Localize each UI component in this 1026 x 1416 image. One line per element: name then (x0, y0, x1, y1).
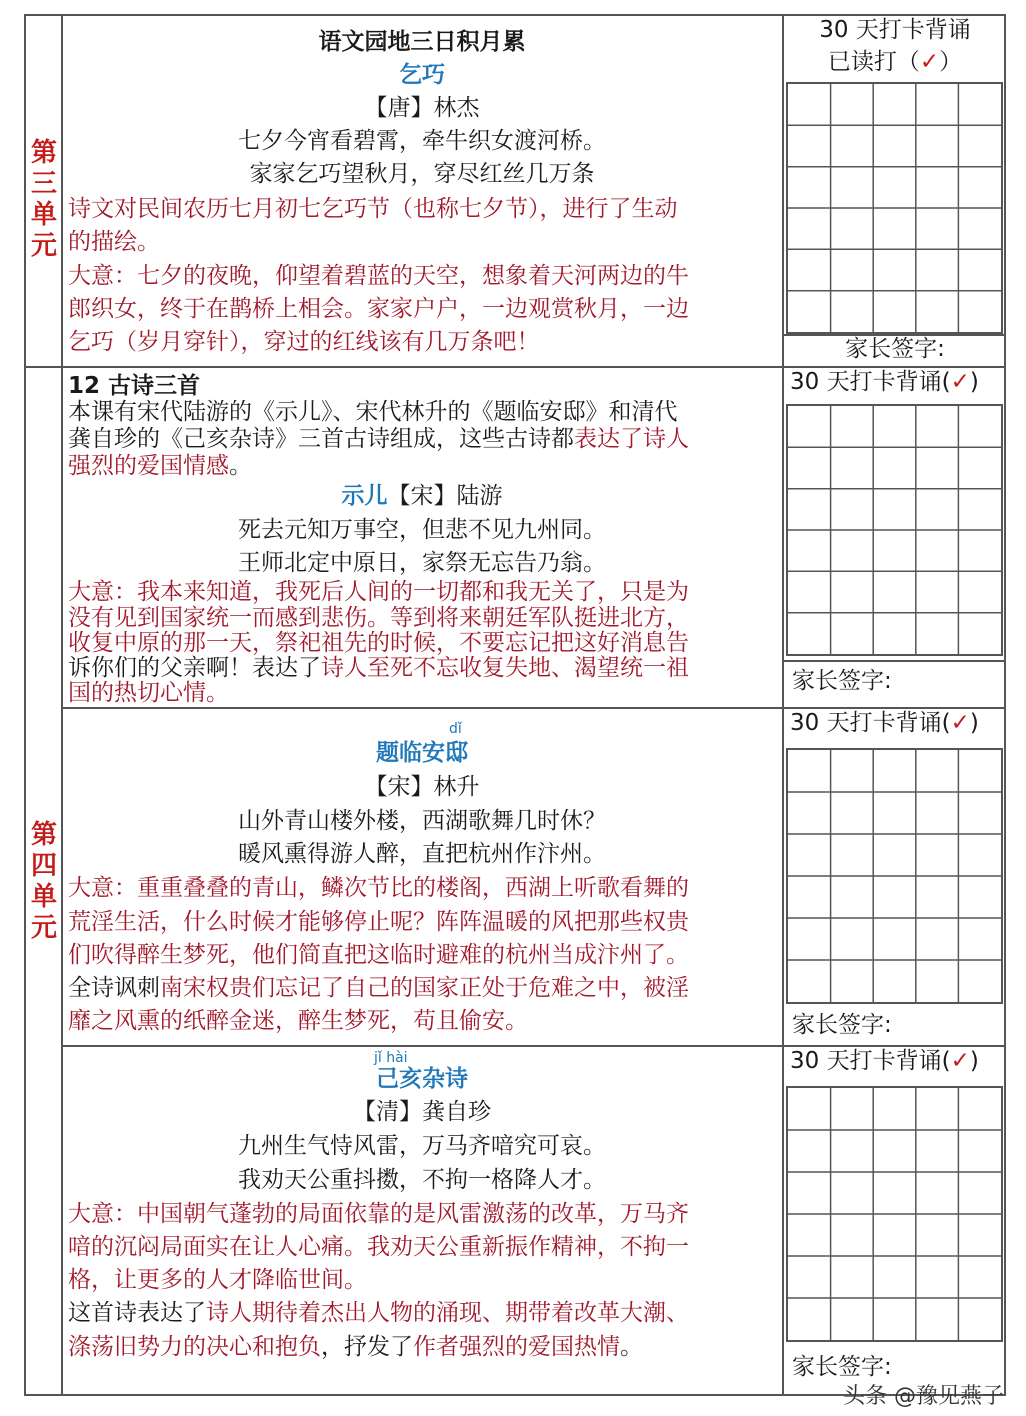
summary-text: 全诗讽刺 (68, 975, 160, 1001)
poem-summary (68, 972, 776, 1004)
checkin-grid[interactable] (786, 404, 1003, 656)
poem-meaning: 郎织女，终于在鹊桥上相会。家家户户，一边观赏秋月，一边 (68, 296, 689, 322)
poem-meaning: 们吹得醉生梦死，他们简直把这临时避难的杭州当成汴州了。 (68, 942, 689, 968)
checkin-label: 30 天打卡背诵( (790, 710, 951, 736)
poem-line: 王师北定中原日，家祭无忘告乃翁。 (238, 550, 606, 576)
unit4-label (26, 820, 62, 944)
frame-box-divider (782, 14, 784, 1396)
unit4-label-char: 四 (30, 851, 57, 881)
checkin-header (784, 366, 1012, 398)
read-check-label: 已读打（ (827, 49, 920, 75)
parent-signature[interactable]: 家长签字: (792, 668, 892, 694)
summary-text: 这首诗表达了 (68, 1300, 206, 1326)
poem-summary (68, 1331, 776, 1363)
poem-author-qiqiao: 【唐】林杰 (364, 95, 480, 121)
checkin-grid[interactable] (786, 1086, 1003, 1342)
meaning-text: 诉你们的父亲啊！表达了 (68, 655, 321, 681)
poem-meaning: 喑的沉闷局面实在让人心痛。我劝天公重新振作精神，不拘一 (68, 1234, 689, 1260)
grid-lines (788, 750, 1001, 1002)
intro-text: 龚自珍的《己亥杂诗》三首古诗组成，这些古诗都 (68, 426, 574, 452)
intro-highlight: 表达了诗人 (574, 426, 689, 452)
unit4-label-char: 单 (30, 882, 57, 912)
meaning-highlight: 诗人至死不忘收复失地、渴望统一祖 (321, 655, 689, 681)
checkin-close: ) (969, 710, 979, 736)
summary-text: 。 (620, 1334, 643, 1360)
pinyin-annotation: jǐ hài (374, 1050, 408, 1066)
checkin-close: ) (969, 1048, 979, 1074)
poem-author-tilinandi: 【宋】林升 (364, 774, 480, 800)
poem-title-tilinandi: 题临安邸 (376, 740, 468, 766)
checkin-header (784, 1045, 1012, 1077)
poem-description: 的描绘。 (68, 229, 160, 255)
poem-title-qiqiao: 乞巧 (399, 62, 445, 88)
frame-right (1004, 14, 1006, 1396)
watermark: 头条 @豫见燕子 (843, 1384, 1004, 1409)
poem-line: 我劝天公重抖擞，不拘一格降人才。 (238, 1167, 606, 1193)
poem-description: 诗文对民间农历七月初七乞巧节（也称七夕节），进行了生动 (68, 196, 678, 222)
grid-lines (788, 1088, 1001, 1340)
poem-meaning: 大意：中国朝气蓬勃的局面依靠的是风雷激荡的改革，万马齐 (68, 1201, 689, 1227)
summary-text: ，抒发了 (321, 1334, 413, 1360)
sig-divider (782, 660, 1006, 662)
unit3-label (26, 138, 62, 262)
poem-meaning: 国的热切心情。 (68, 680, 229, 706)
read-check-header (784, 46, 1006, 78)
poem-line: 死去元知万事空，但悲不见九州同。 (238, 517, 606, 543)
poem-summary: 靡之风熏的纸醉金迷，醉生梦死，苟且偷安。 (68, 1008, 528, 1034)
checkin-label: 30 天打卡背诵( (790, 369, 951, 395)
checkin-header: 30 天打卡背诵 (819, 17, 971, 43)
summary-highlight: 涤荡旧势力的决心和抱负 (68, 1334, 321, 1360)
parent-signature[interactable]: 家长签字: (845, 336, 945, 362)
poem-meaning: 乞巧（岁月穿针），穿过的红线该有几万条吧！ (68, 329, 540, 355)
checkin-label: 30 天打卡背诵( (790, 1048, 951, 1074)
poem-line: 七夕今宵看碧霄，牵牛织女渡河桥。 (238, 128, 606, 154)
intro-highlight: 强烈的爱国情感 (68, 453, 229, 479)
poem-meaning: 大意：七夕的夜晚，仰望着碧蓝的天空，想象着天河两边的牛 (68, 263, 689, 289)
unit3-label-char: 第 (30, 138, 57, 168)
check-mark-icon: ✓ (919, 49, 940, 75)
checkin-header (784, 707, 1012, 739)
poem-title-shier: 示儿 (341, 483, 388, 509)
unit3-label-char: 单 (30, 200, 57, 230)
pinyin-annotation: dǐ (449, 721, 462, 737)
lesson-intro (68, 450, 776, 482)
parent-signature[interactable]: 家长签字: (792, 1012, 892, 1038)
poem-line: 山外青山楼外楼，西湖歌舞几时休？ (238, 808, 606, 834)
poem-author-jihaizashi: 【清】龚自珍 (353, 1099, 491, 1125)
check-mark-icon: ✓ (950, 369, 970, 395)
checkin-grid[interactable] (786, 82, 1003, 334)
unit3-label-char: 三 (30, 169, 57, 199)
check-mark-icon: ✓ (950, 1048, 970, 1074)
poem-meaning: 大意：重重叠叠的青山，鳞次节比的楼阁，西湖上听歌看舞的 (68, 875, 689, 901)
poem-meaning: 格，让更多的人才降临世间。 (68, 1267, 367, 1293)
grid-lines (788, 406, 1001, 654)
read-check-close: ） (939, 49, 963, 75)
poem-meaning: 收复中原的那一天，祭祀祖先的时候，不要忘记把这好消息告 (68, 630, 689, 656)
intro-text: 。 (229, 453, 252, 479)
poem-meaning: 没有见到国家统一而感到悲伤。等到将来朝廷军队挺进北方， (68, 605, 689, 631)
poem-title-jihaizashi: 己亥杂诗 (376, 1066, 468, 1092)
checkin-close: ) (969, 369, 979, 395)
summary-highlight: 诗人期待着杰出人物的涌现、期带着改革大潮、 (206, 1300, 689, 1326)
poem-summary (68, 1297, 776, 1329)
lesson-title: 12 古诗三首 (68, 373, 201, 399)
unit3-label-char: 元 (30, 231, 57, 261)
checkin-grid[interactable] (786, 748, 1003, 1004)
check-mark-icon: ✓ (950, 710, 970, 736)
unit4-label-char: 元 (30, 913, 57, 943)
lesson-intro: 本课有宋代陆游的《示儿》、宋代林升的《题临安邸》和清代 (68, 399, 678, 425)
poem-line: 九州生气恃风雷，万马齐喑究可哀。 (238, 1133, 606, 1159)
poem-heading-shier (68, 480, 776, 512)
parent-signature[interactable]: 家长签字: (792, 1354, 892, 1380)
summary-highlight: 作者强烈的爱国热情 (413, 1334, 620, 1360)
poem-meaning: 大意：我本来知道，我死后人间的一切都和我无关了，只是为 (68, 579, 689, 605)
poem-meaning: 荒淫生活，什么时候才能够停止呢？阵阵温暖的风把那些权贵 (68, 909, 689, 935)
poem-line: 暖风熏得游人醉，直把杭州作汴州。 (238, 841, 606, 867)
poem-line: 家家乞巧望秋月，穿尽红丝几万条 (249, 161, 595, 187)
unit3-title: 语文园地三日积月累 (318, 29, 526, 55)
grid-lines (788, 84, 1001, 332)
poem-author-shier: 【宋】陆游 (387, 483, 503, 509)
summary-highlight: 南宋权贵们忘记了自己的国家正处于危难之中，被淫 (160, 975, 689, 1001)
unit4-label-char: 第 (30, 820, 57, 850)
